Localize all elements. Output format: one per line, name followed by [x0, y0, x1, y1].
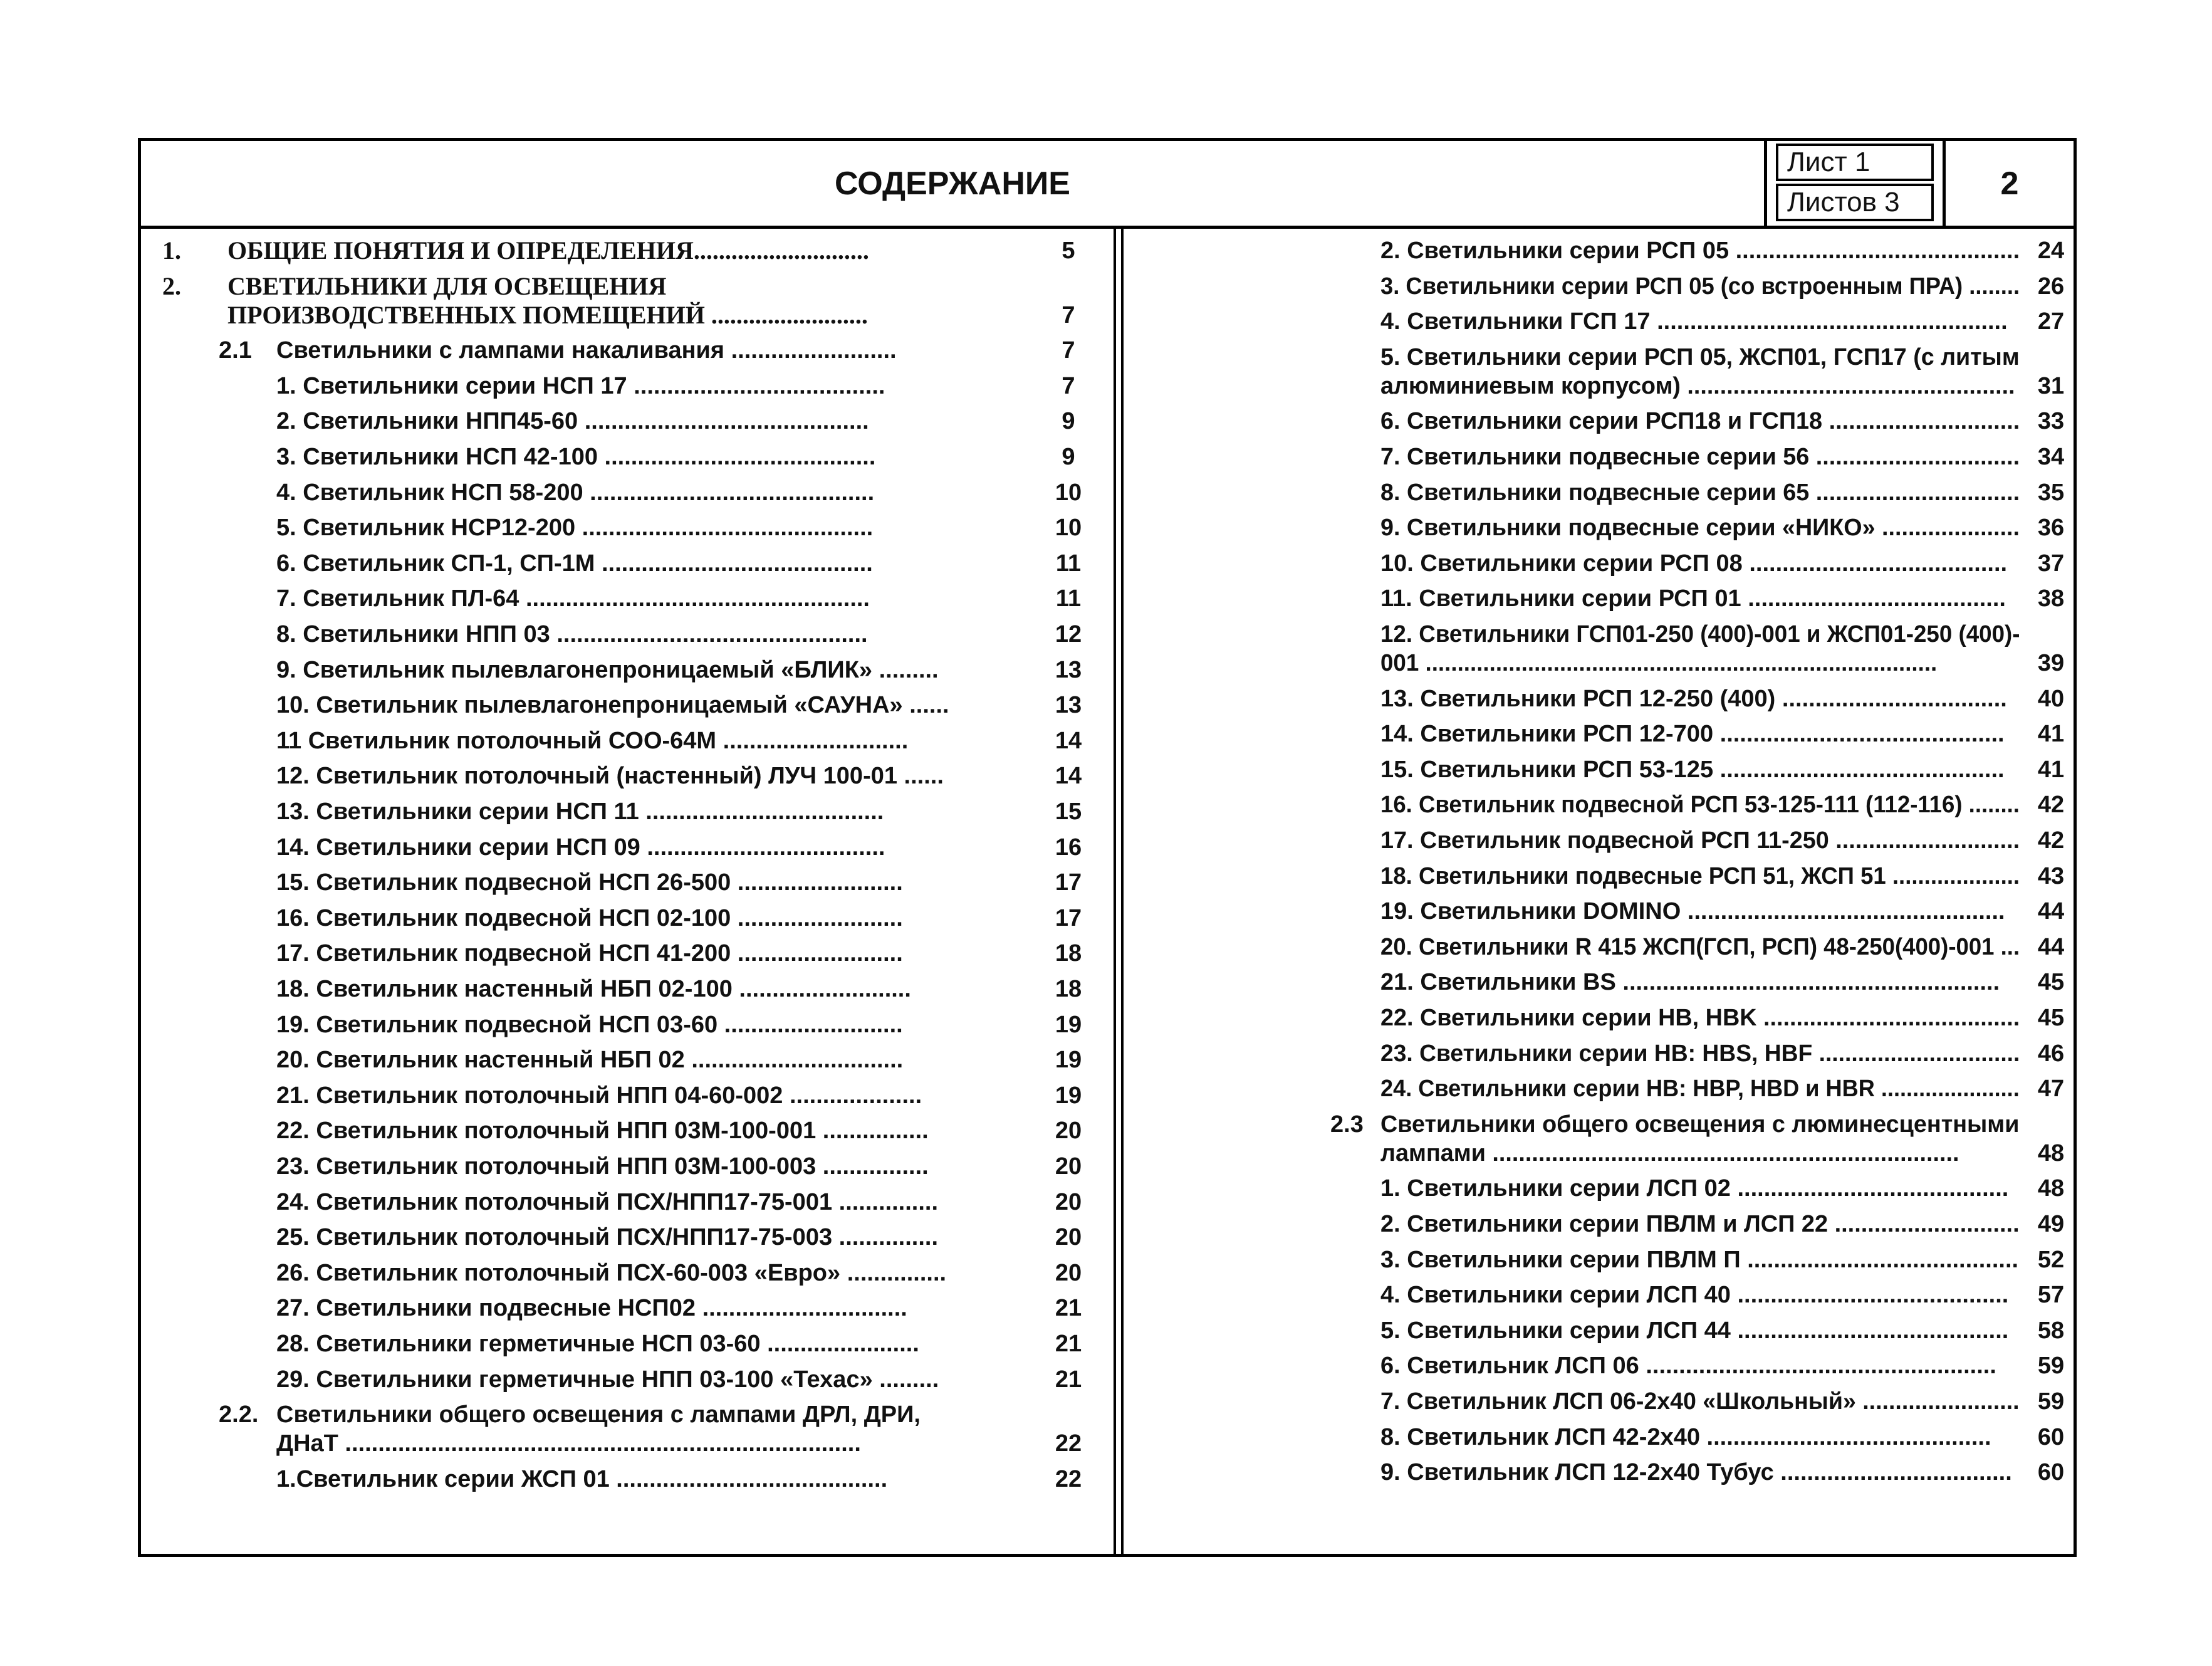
entry-title-line: 28. Светильники герметичные НСП 03-60 .......................	[276, 1331, 919, 1357]
sheets-label: Листов 3	[1776, 184, 1934, 221]
entry-title	[276, 833, 885, 862]
entry-title	[276, 478, 874, 507]
entry-title-line: 5. Светильники серии РСП 05, ЖСП01, ГСП17 (с литым	[1380, 343, 2020, 370]
entry-title-line: 1. Светильники серии НСП 17 ......................................	[276, 372, 885, 399]
entry-title	[276, 656, 939, 684]
entry-title	[1380, 272, 2048, 301]
entry-title	[1380, 478, 2023, 507]
entry-title-line: Светильники общего освещения с лампами ДРЛ, ДРИ,	[276, 1401, 921, 1428]
entry-title-line: 14. Светильники серии НСП 09 ....................................	[276, 834, 885, 861]
entry-page: 15	[1055, 799, 1082, 825]
entry-title-line: 6. Светильник ЛСП 06 .....................................................	[1380, 1353, 1996, 1380]
entry-page: 13	[1055, 692, 1082, 719]
entry-title-line: 12. Светильник потолочный (настенный) ЛУЧ 100-01 ......	[276, 763, 944, 790]
table-header	[141, 141, 2074, 229]
entry-title	[1380, 1316, 2008, 1345]
entry-page: 21	[1055, 1331, 1082, 1357]
entry-title	[276, 1223, 938, 1252]
entry-title	[276, 1116, 929, 1145]
entry-page: 36	[2037, 515, 2065, 542]
entry-title-line: 15. Светильники РСП 53-125 ...........................................	[1380, 756, 2005, 783]
entry-title	[276, 1400, 921, 1458]
entry-page: 13	[1055, 656, 1082, 683]
entry-title-line: 18. Светильник настенный НБП 02-100 ..........................	[276, 976, 911, 1002]
entry-title-line: 4. Светильники ГСП 17 .....................................................	[1380, 308, 2008, 335]
entry-title-line: 9. Светильники подвесные серии «НИКО» .....................	[1380, 515, 2020, 542]
entry-page: 40	[2037, 685, 2065, 712]
entry-title	[227, 272, 868, 330]
entry-title-line: 10. Светильники серии РСП 08 .......................................	[1380, 550, 2008, 577]
entry-title-line: 8. Светильники НПП 03 ...............................................	[276, 621, 868, 647]
entry-title-line: 21. Светильники BS .........................................................	[1380, 969, 2000, 996]
entry-title-line: 9. Светильник пылевлагонепроницаемый «БЛИК» .........	[276, 656, 939, 683]
entry-number: 1.	[162, 236, 181, 265]
entry-title-line: 15. Светильник подвесной НСП 26-500 .........................	[276, 869, 903, 896]
entry-title-line: 3. Светильники серии ПВЛМ П .........................................	[1380, 1246, 2019, 1273]
entry-title-line: лампами .......................................................................	[1380, 1139, 1959, 1166]
entry-title	[1380, 826, 2023, 855]
entry-title-line: 8. Светильники подвесные серии 65 ...............................	[1380, 479, 2020, 506]
entry-page: 11	[1055, 585, 1082, 612]
entry-page: 52	[2037, 1246, 2065, 1273]
entry-page: 27	[2037, 308, 2065, 335]
entry-title	[276, 1365, 939, 1394]
entry-title-line: 23. Светильники серии HB: HBS, HBF ...............................	[1380, 1040, 2020, 1067]
entry-page: 33	[2037, 408, 2065, 435]
entry-page: 22	[1055, 1430, 1082, 1457]
entry-page: 60	[2037, 1423, 2065, 1450]
entry-page: 47	[2037, 1076, 2065, 1103]
entry-title	[1380, 684, 2007, 713]
entry-title-line: 24. Светильник потолочный ПСХ/НПП17-75-001 ...............	[276, 1188, 939, 1215]
entry-title-line: СВЕТИЛЬНИКИ ДЛЯ ОСВЕЩЕНИЯ	[227, 271, 667, 300]
entry-title-line: 1. Светильники серии ЛСП 02 .........................................	[1380, 1175, 2009, 1202]
entry-page: 14	[1055, 763, 1082, 790]
contents-column-left	[141, 229, 1114, 1554]
entry-page: 45	[2037, 969, 2065, 996]
entry-title-line: 27. Светильники подвесные НСП02 ...............................	[276, 1295, 907, 1322]
entry-title	[276, 797, 884, 826]
entry-page: 46	[2037, 1040, 2065, 1067]
entry-title	[276, 1259, 946, 1287]
entry-number: 2.	[162, 271, 181, 300]
entry-title-line: 23. Светильник потолочный НПП 03М-100-003 ................	[276, 1153, 929, 1180]
entry-title	[276, 691, 949, 720]
entry-page: 7	[1062, 337, 1075, 364]
entry-title	[276, 975, 911, 1003]
entry-page: 17	[1055, 904, 1082, 931]
entry-page: 37	[2037, 550, 2065, 577]
entry-title	[276, 1294, 907, 1323]
entry-title	[1380, 862, 2045, 891]
entry-page: 20	[1055, 1259, 1082, 1286]
entry-page: 42	[2037, 792, 2065, 819]
entry-title	[1380, 790, 2045, 819]
entry-title	[276, 336, 897, 365]
entry-title	[276, 1010, 903, 1039]
entry-page: 34	[2037, 444, 2065, 470]
entry-title-line: 14. Светильники РСП 12-700 ...........................................	[1380, 721, 2005, 748]
entry-title-line: 001 ................................................................................	[1380, 650, 1938, 676]
entry-title-line: 7. Светильник ПЛ-64 ....................................................	[276, 585, 870, 612]
entry-number: 2.1	[219, 337, 252, 364]
entry-page: 17	[1055, 869, 1082, 896]
entry-title	[1380, 1351, 1996, 1380]
entry-page: 20	[1055, 1118, 1082, 1145]
entry-title-line: 20. Светильник настенный НБП 02 ................................	[276, 1047, 904, 1074]
entry-title	[1380, 1210, 2021, 1239]
page-title: СОДЕРЖАНИЕ	[835, 165, 1070, 202]
entry-page: 26	[2037, 273, 2065, 300]
entry-title-line: 3. Светильники серии РСП 05 (со встроенным ПРА) ........	[1380, 273, 2020, 300]
entry-page: 21	[1055, 1295, 1082, 1322]
entry-title	[276, 1188, 938, 1217]
entry-title-line: 26. Светильник потолочный ПСХ-60-003 «Евро» ...............	[276, 1259, 947, 1286]
entry-page: 38	[2037, 585, 2065, 612]
contents-table	[138, 138, 2077, 1557]
entry-title	[276, 762, 944, 790]
entry-title	[276, 620, 868, 649]
entry-page: 22	[1055, 1465, 1082, 1492]
entry-title-line: 4. Светильник НСП 58-200 ...........................................	[276, 479, 875, 506]
entry-page: 48	[2037, 1175, 2065, 1202]
entry-title	[1380, 755, 2005, 784]
entry-title-line: 11 Светильник потолочный СОО-64М ............................	[276, 727, 909, 754]
entry-title-line: 7. Светильники подвесные серии 56 ...............................	[1380, 444, 2020, 470]
entry-page: 42	[2037, 827, 2065, 854]
entry-page: 7	[1062, 301, 1075, 328]
entry-title	[276, 1045, 903, 1074]
entry-page: 11	[1055, 550, 1082, 577]
entry-page: 39	[2037, 650, 2065, 676]
entry-title	[1380, 933, 2045, 961]
entry-title-line: 12. Светильники ГСП01-250 (400)-001 и ЖСП01-250 (400)-	[1380, 621, 2020, 647]
entry-title-line: 21. Светильник потолочный НПП 04-60-002 ....................	[276, 1082, 922, 1109]
entry-page: 45	[2037, 1005, 2065, 1031]
entry-page: 48	[2037, 1139, 2065, 1166]
entry-title	[1380, 897, 2005, 926]
entry-title	[1380, 1110, 2023, 1168]
entry-title	[1380, 307, 2008, 336]
entry-title	[276, 726, 908, 755]
entry-title	[1380, 1458, 2012, 1487]
entry-page: 21	[1055, 1366, 1082, 1393]
entry-title-line: 19. Светильники DOMINO ................................................	[1380, 898, 2005, 925]
entry-title	[276, 372, 885, 401]
entry-title-line: 9. Светильник ЛСП 12-2х40 Тубус ...................................	[1380, 1459, 2012, 1486]
entry-title-line: 13. Светильники серии НСП 11 ....................................	[276, 799, 884, 825]
entry-title	[1380, 407, 2023, 436]
entry-page: 7	[1062, 372, 1075, 399]
entry-title-line: 2. Светильники НПП45-60 ...........................................	[276, 408, 869, 435]
entry-page: 24	[2037, 238, 2065, 264]
entry-title	[1380, 236, 2020, 265]
entry-page: 20	[1055, 1188, 1082, 1215]
entry-title-line: Светильники общего освещения с люминесцентными	[1380, 1111, 2020, 1138]
entry-title	[1380, 1423, 1991, 1452]
entry-title	[1380, 1387, 2027, 1416]
entry-title-line: 13. Светильники РСП 12-250 (400) ..................................	[1380, 685, 2007, 712]
entry-title	[1380, 443, 2023, 471]
entry-page: 19	[1055, 1011, 1082, 1038]
entry-title	[1380, 720, 2005, 748]
entry-page: 59	[2037, 1388, 2065, 1415]
entry-page: 43	[2037, 862, 2065, 889]
entry-title-line: 6. Светильник СП-1, СП-1М .........................................	[276, 550, 873, 577]
entry-title	[276, 407, 869, 436]
entry-number: 2.3	[1330, 1111, 1364, 1138]
entry-title-line: 22. Светильники серии HB, HBK .......................................	[1380, 1005, 2020, 1031]
entry-title	[227, 236, 869, 265]
entry-page: 44	[2037, 898, 2065, 925]
entry-title-line: 3. Светильники НСП 42-100 .........................................	[276, 444, 876, 470]
entry-title-line: 7. Светильник ЛСП 06-2х40 «Школьный» ........................	[1380, 1388, 2020, 1415]
entry-page: 16	[1055, 834, 1082, 861]
sheet-label: Лист 1	[1776, 144, 1934, 181]
entry-title-line: 25. Светильник потолочный ПСХ/НПП17-75-003 ...............	[276, 1224, 939, 1251]
entry-title-line: 11. Светильники серии РСП 01 .......................................	[1380, 585, 2006, 612]
entry-page: 20	[1055, 1153, 1082, 1180]
entry-title	[276, 1152, 929, 1181]
entry-title	[1380, 1074, 2052, 1103]
entry-title	[1380, 584, 2006, 613]
column-divider	[1114, 229, 1124, 1554]
entry-title-line: 24. Светильники серии HB: HBP, HBD и HBR ......................	[1380, 1076, 2020, 1103]
entry-title-line: 4. Светильники серии ЛСП 40 .........................................	[1380, 1282, 2009, 1309]
entry-page: 9	[1062, 408, 1075, 435]
entry-title-line: 1.Светильник серии ЖСП 01 .........................................	[276, 1465, 888, 1492]
entry-title	[276, 549, 873, 578]
entry-title-line: 29. Светильники герметичные НПП 03-100 «Техас» .........	[276, 1366, 939, 1393]
entry-title-line: 6. Светильники серии РСП18 и ГСП18 .............................	[1380, 408, 2020, 435]
entry-title	[1380, 1003, 2023, 1032]
entry-title-line: 10. Светильник пылевлагонепроницаемый «САУНА» ......	[276, 692, 949, 719]
entry-page: 60	[2037, 1459, 2065, 1486]
entry-title	[276, 584, 870, 613]
entry-title-line: 2. Светильники серии ПВЛМ и ЛСП 22 ............................	[1380, 1211, 2020, 1237]
entry-title-line: 16. Светильник подвесной НСП 02-100 .........................	[276, 904, 903, 931]
entry-title	[1380, 549, 2007, 578]
entry-page: 59	[2037, 1353, 2065, 1380]
entry-page: 12	[1055, 621, 1082, 647]
entry-page: 31	[2037, 372, 2065, 399]
entry-page: 10	[1055, 479, 1082, 506]
entry-title	[1380, 1245, 2018, 1274]
entry-page: 41	[2037, 721, 2065, 748]
entry-title-line: 16. Светильник подвесной РСП 53-125-111 (112-116) ........	[1380, 792, 2020, 819]
entry-title-line: 18. Светильники подвесные РСП 51, ЖСП 51 ....................	[1380, 862, 2020, 889]
entry-page: 20	[1055, 1224, 1082, 1251]
entry-page: 41	[2037, 756, 2065, 783]
entry-page: 44	[2037, 933, 2065, 960]
entry-title-line: 17. Светильник подвесной РСП 11-250 ............................	[1380, 827, 2020, 854]
entry-page: 5	[1062, 238, 1075, 264]
entry-page: 49	[2037, 1211, 2065, 1237]
entry-title-line: 20. Светильники R 415 ЖСП(ГСП, РСП) 48-250(400)-001 ...	[1380, 933, 2020, 960]
entry-page: 35	[2037, 479, 2065, 506]
entry-title	[276, 1329, 919, 1358]
entry-title	[1380, 620, 2042, 678]
entry-number: 2.2.	[219, 1401, 259, 1428]
sheet-info	[1764, 141, 1946, 226]
entry-title	[1380, 513, 2025, 542]
entry-page: 10	[1055, 515, 1082, 542]
entry-title	[276, 443, 875, 471]
entry-page: 58	[2037, 1317, 2065, 1344]
entry-title-line: 19. Светильник подвесной НСП 03-60 ...........................	[276, 1011, 903, 1038]
entry-page: 9	[1062, 444, 1075, 470]
entry-title-line: 8. Светильник ЛСП 42-2х40 ...........................................	[1380, 1423, 1991, 1450]
page-number: 2	[2000, 165, 2019, 202]
entry-title	[276, 513, 873, 542]
entry-title-line: 22. Светильник потолочный НПП 03М-100-001 ................	[276, 1118, 929, 1145]
entry-title	[1380, 1039, 2033, 1068]
entry-title-line: 2. Светильники серии РСП 05 ...........................................	[1380, 238, 2020, 264]
entry-title	[1380, 968, 2000, 997]
entry-page: 14	[1055, 727, 1082, 754]
entry-title-line: ДНаТ ..............................................................................	[276, 1430, 861, 1457]
entry-title	[276, 1465, 887, 1494]
entry-page: 57	[2037, 1282, 2065, 1309]
entry-title	[276, 1081, 922, 1110]
entry-title-line: 5. Светильники серии ЛСП 44 .........................................	[1380, 1317, 2009, 1344]
entry-page: 19	[1055, 1047, 1082, 1074]
entry-title-line: ОБЩИЕ ПОНЯТИЯ И ОПРЕДЕЛЕНИЯ............................	[227, 236, 869, 265]
entry-title-line: ПРОИЗВОДСТВЕННЫХ ПОМЕЩЕНИЙ .........................	[227, 300, 868, 329]
entry-title-line: 17. Светильник подвесной НСП 41-200 .........................	[276, 940, 903, 967]
entry-title-line: алюминиевым корпусом) ..................................................	[1380, 372, 2015, 399]
entry-page: 18	[1055, 940, 1082, 967]
entry-title	[276, 868, 903, 897]
entry-title	[1380, 1281, 2008, 1309]
entry-page: 18	[1055, 976, 1082, 1002]
contents-column-right	[1124, 229, 2074, 1554]
entry-title	[1380, 343, 2025, 401]
entry-page: 19	[1055, 1082, 1082, 1109]
entry-title	[1380, 1174, 2008, 1203]
entry-title	[276, 904, 903, 933]
entry-title	[276, 939, 903, 968]
entry-title-line: 5. Светильник НСР12-200 ............................................	[276, 515, 874, 542]
entry-title-line: Светильники с лампами накаливания .........................	[276, 337, 897, 364]
